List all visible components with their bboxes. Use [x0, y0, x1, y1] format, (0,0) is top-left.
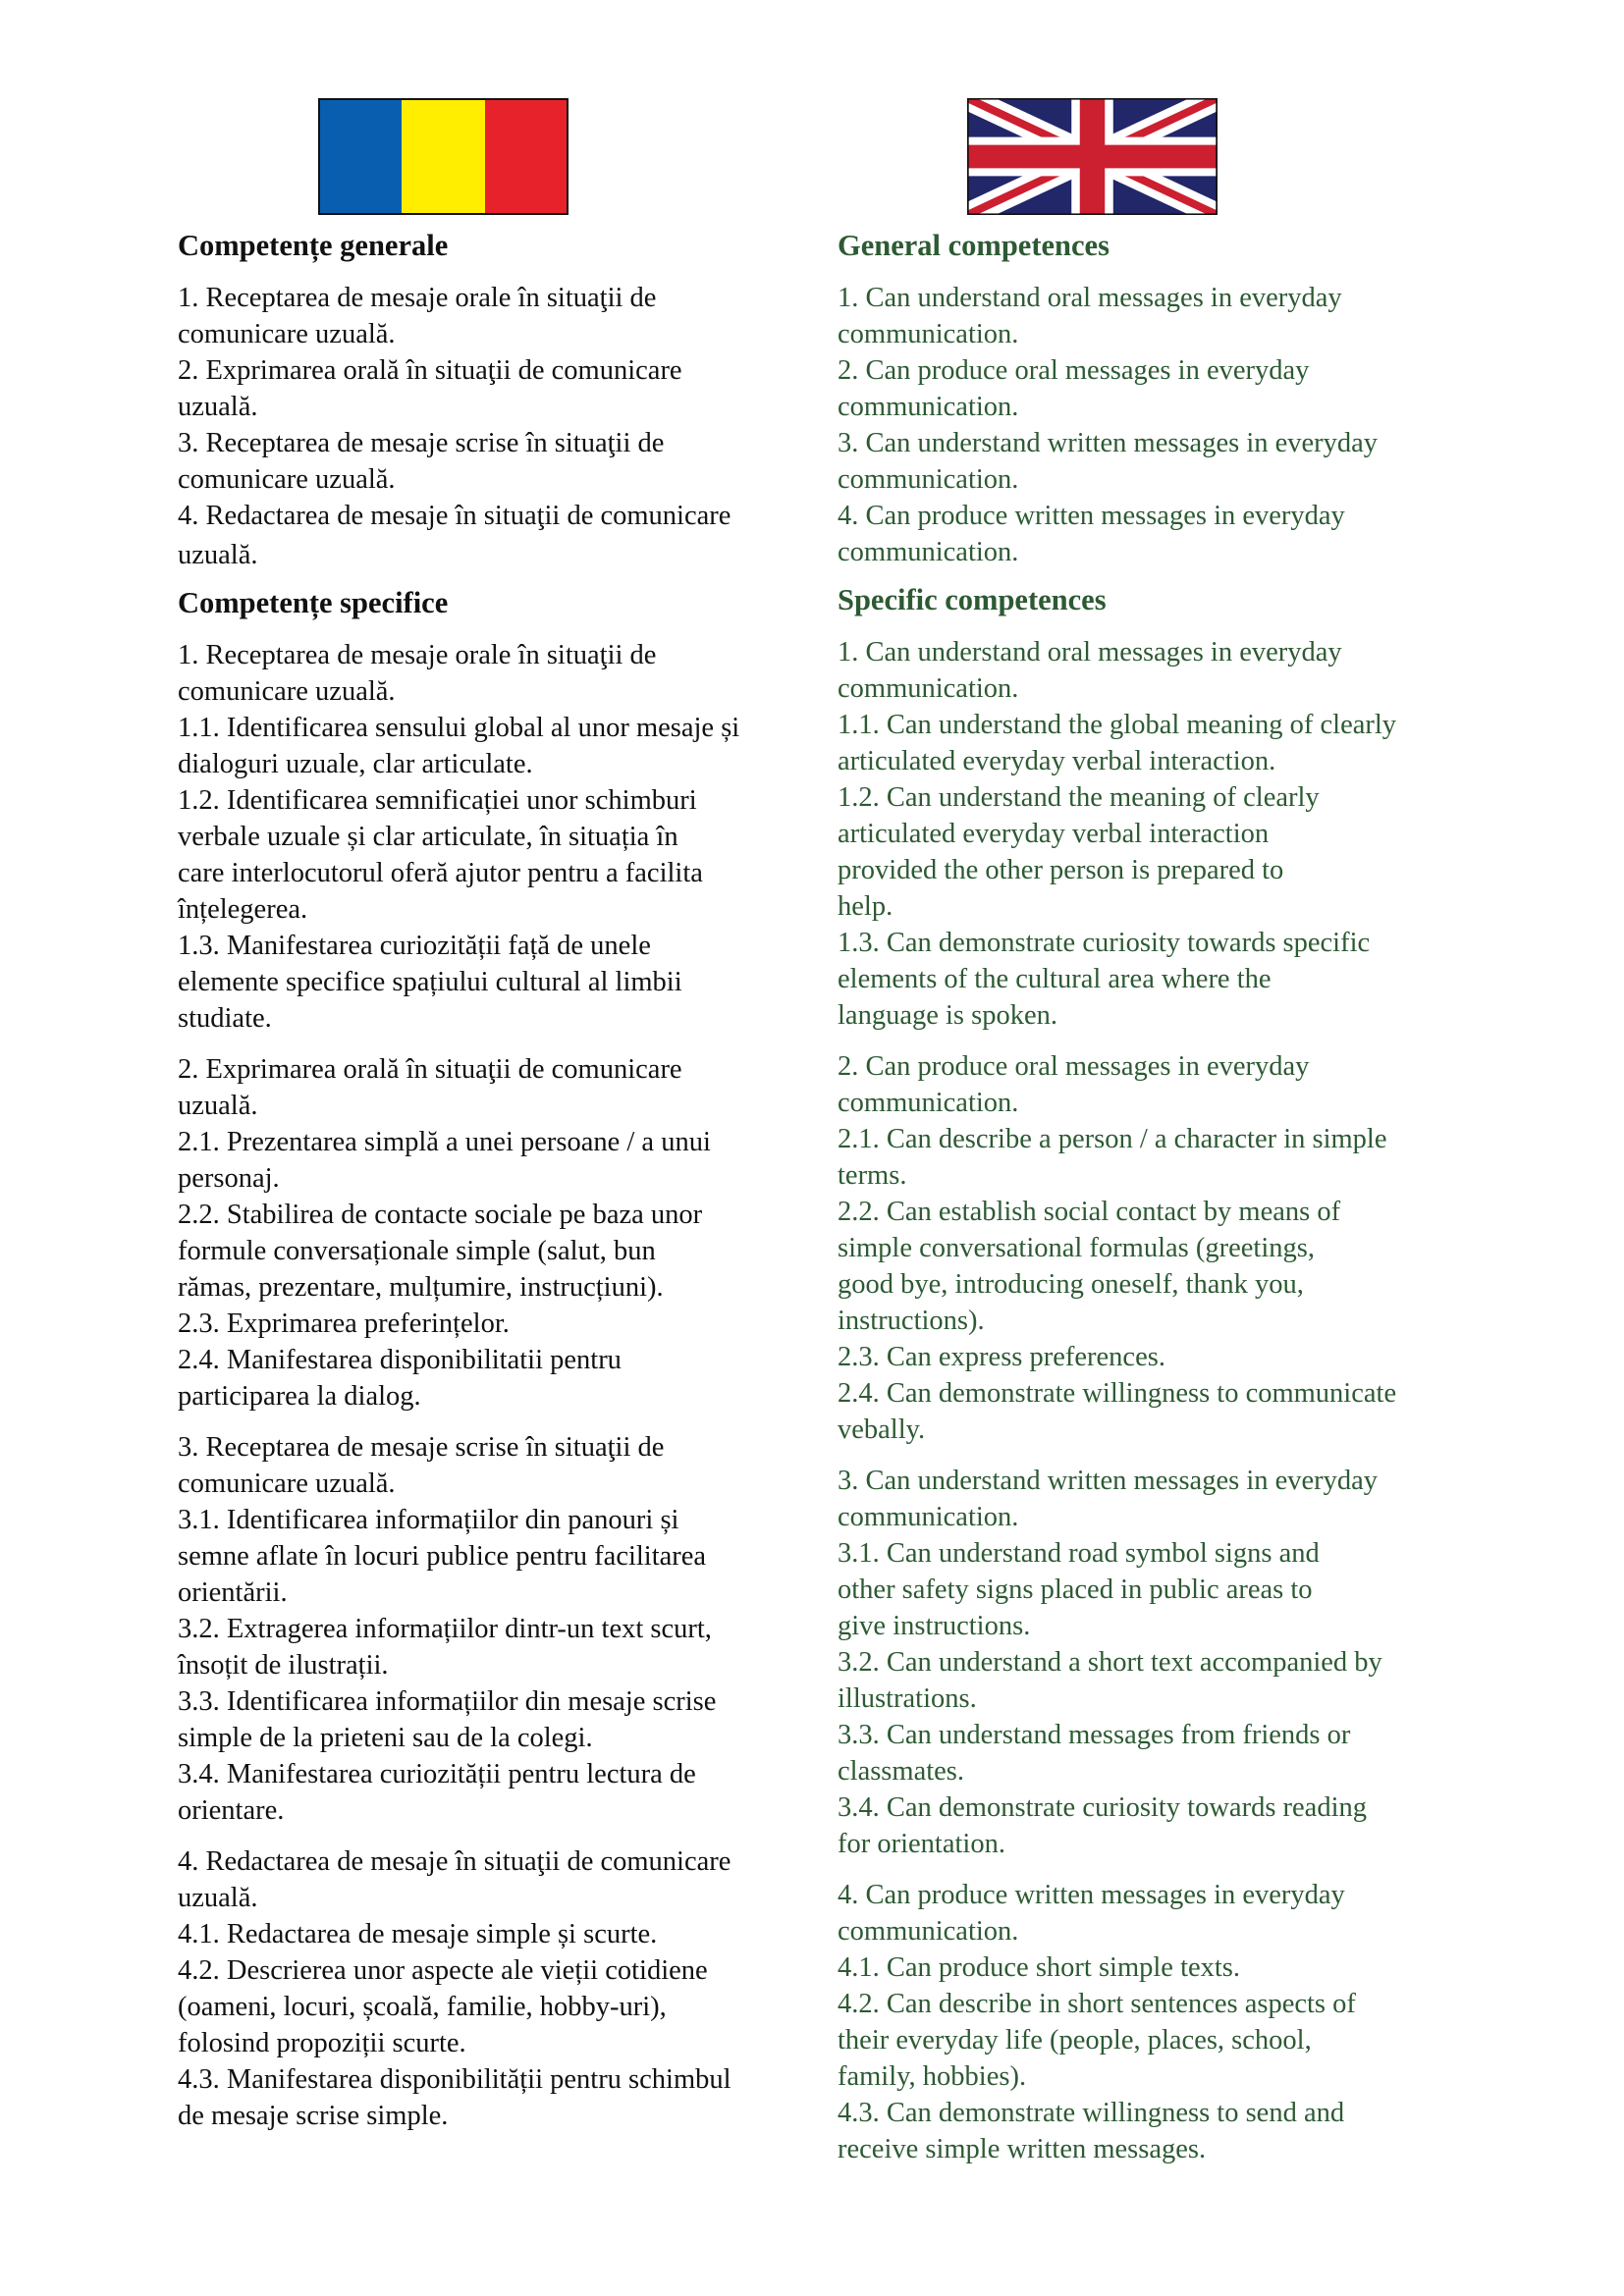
text-line: semne aflate în locuri publice pentru facilitarea: [178, 1541, 707, 1572]
text-line: participarea la dialog.: [178, 1381, 421, 1412]
text-line: illustrations.: [838, 1683, 977, 1714]
text-line: instructions).: [838, 1306, 985, 1336]
text-line: 3.1. Can understand road symbol signs and: [838, 1538, 1320, 1569]
text-line: provided the other person is prepared to: [838, 855, 1284, 885]
text-line: communication.: [838, 319, 1019, 349]
text-line: (oameni, locuri, școală, familie, hobby-uri),: [178, 1992, 667, 2022]
text-line: communication.: [838, 1916, 1019, 1947]
romanian-specific-groups: [178, 637, 806, 2134]
text-line: comunicare uzuală.: [178, 1468, 396, 1499]
text-line: 2.4. Can demonstrate willingness to communicate: [838, 1378, 1397, 1409]
competence-group: [178, 1051, 806, 1415]
text-line: 1.1. Identificarea sensului global al unor mesaje și: [178, 713, 740, 743]
list-item: [838, 425, 1466, 498]
text-line: uzuală.: [178, 540, 258, 570]
text-line: 3. Can understand written messages in everyday: [838, 1466, 1379, 1496]
text-line: 1. Can understand oral messages in everyday: [838, 283, 1342, 313]
text-line: 4.3. Manifestarea disponibilității pentru schimbul: [178, 2064, 731, 2095]
uk-flag-icon: [967, 98, 1218, 215]
text-line: 3.4. Can demonstrate curiosity towards reading: [838, 1792, 1367, 1823]
text-line: 2. Can produce oral messages in everyday: [838, 355, 1310, 386]
text-line: 1.1. Can understand the global meaning of clearly: [838, 710, 1397, 740]
text-line: 4.2. Descrierea unor aspecte ale vieții cotidiene: [178, 1955, 708, 1986]
text-line: communication.: [838, 392, 1019, 422]
text-line: 3.3. Identificarea informațiilor din mesaje scrise: [178, 1686, 717, 1717]
text-line: communication.: [838, 1502, 1019, 1532]
text-line: 1.2. Can understand the meaning of clearly: [838, 782, 1320, 813]
text-line: terms.: [838, 1160, 907, 1191]
text-line: good bye, introducing oneself, thank you,: [838, 1269, 1304, 1300]
text-line: personaj.: [178, 1163, 280, 1194]
text-line: 4. Can produce written messages in everyday: [838, 501, 1345, 531]
text-line: articulated everyday verbal interaction.: [838, 746, 1276, 776]
romania-flag-icon: [318, 98, 568, 215]
competence-group: [178, 637, 806, 1037]
english-specific-heading: Specific competences: [838, 583, 1107, 616]
text-line: 2. Can produce oral messages in everyday: [838, 1051, 1310, 1082]
text-line: elements of the cultural area where the: [838, 964, 1272, 994]
text-line: 1. Can understand oral messages in everyday: [838, 637, 1342, 667]
text-line: 4. Redactarea de mesaje în situaţii de comunicare: [178, 1846, 731, 1877]
text-line: their everyday life (people, places, school,: [838, 2025, 1312, 2056]
text-line: 4.1. Can produce short simple texts.: [838, 1952, 1241, 1983]
text-line: 2.2. Stabilirea de contacte sociale pe baza unor: [178, 1200, 703, 1230]
competence-group: [178, 1429, 806, 1829]
text-line: 2.2. Can establish social contact by means of: [838, 1197, 1341, 1227]
text-line: 2.1. Prezentarea simplă a unei persoane / a unui: [178, 1127, 711, 1157]
text-line: simple de la prieteni sau de la colegi.: [178, 1723, 593, 1753]
text-line: 3.3. Can understand messages from friends or: [838, 1720, 1351, 1750]
text-line: uzuală.: [178, 1091, 258, 1121]
romanian-general-heading: Competențe generale: [178, 229, 449, 262]
text-line: 4.2. Can describe in short sentences aspects of: [838, 1989, 1356, 2019]
text-line: folosind propoziții scurte.: [178, 2028, 466, 2058]
text-line: give instructions.: [838, 1611, 1031, 1641]
list-item: [178, 280, 806, 352]
text-line: 4. Can produce written messages in everyday: [838, 1880, 1345, 1910]
list-item: [178, 352, 806, 425]
text-line: 4.3. Can demonstrate willingness to send and: [838, 2098, 1345, 2128]
competence-group: [838, 1877, 1466, 2167]
text-line: orientării.: [178, 1577, 288, 1608]
competence-group: [838, 1048, 1466, 1448]
competence-group: [838, 1463, 1466, 1862]
list-item: [838, 498, 1466, 570]
text-line: simple conversational formulas (greetings,: [838, 1233, 1315, 1263]
text-line: 3. Receptarea de mesaje scrise în situaţii de: [178, 1432, 665, 1463]
text-line: înțelegerea.: [178, 894, 308, 925]
text-line: 3.2. Can understand a short text accompanied by: [838, 1647, 1382, 1678]
text-line: classmates.: [838, 1756, 965, 1787]
text-line: help.: [838, 891, 893, 922]
text-line: dialoguri uzuale, clar articulate.: [178, 749, 533, 779]
text-line: formule conversaționale simple (salut, bun: [178, 1236, 656, 1266]
text-line: 1.2. Identificarea semnificației unor schimburi: [178, 785, 697, 816]
text-line: 1.3. Manifestarea curiozității față de unele: [178, 931, 651, 961]
text-line: de mesaje scrise simple.: [178, 2101, 449, 2131]
text-line: 3. Can understand written messages in everyday: [838, 428, 1379, 458]
text-line: 2. Exprimarea orală în situaţii de comunicare: [178, 1054, 682, 1085]
romanian-specific-heading: Competențe specifice: [178, 586, 449, 619]
text-line: comunicare uzuală.: [178, 464, 396, 495]
text-line: rămas, prezentare, mulțumire, instrucțiuni).: [178, 1272, 664, 1303]
list-item: [178, 498, 806, 573]
text-line: articulated everyday verbal interaction: [838, 819, 1270, 849]
text-line: 3.4. Manifestarea curiozității pentru lectura de: [178, 1759, 696, 1789]
text-line: 2.4. Manifestarea disponibilitatii pentru: [178, 1345, 622, 1375]
text-line: 1. Receptarea de mesaje orale în situaţii de: [178, 283, 657, 313]
text-line: elemente specifice spațiului cultural al limbii: [178, 967, 682, 997]
romanian-column: [178, 228, 806, 2149]
text-line: comunicare uzuală.: [178, 319, 396, 349]
text-line: uzuală.: [178, 392, 258, 422]
text-line: 4. Redactarea de mesaje în situaţii de comunicare: [178, 501, 731, 531]
text-line: 2.3. Exprimarea preferințelor.: [178, 1308, 510, 1339]
text-line: family, hobbies).: [838, 2061, 1027, 2092]
text-line: orientare.: [178, 1795, 285, 1826]
text-line: 2.1. Can describe a person / a character in simple: [838, 1124, 1387, 1154]
text-line: 3.2. Extragerea informațiilor dintr-un text scurt,: [178, 1614, 712, 1644]
text-line: care interlocutorul oferă ajutor pentru a facilita: [178, 858, 703, 888]
text-line: 2. Exprimarea orală în situaţii de comunicare: [178, 355, 682, 386]
text-line: 4.1. Redactarea de mesaje simple și scurte.: [178, 1919, 658, 1949]
text-line: 3. Receptarea de mesaje scrise în situaţii de: [178, 428, 665, 458]
text-line: communication.: [838, 464, 1019, 495]
text-line: language is spoken.: [838, 1000, 1057, 1031]
text-line: însoțit de ilustrații.: [178, 1650, 389, 1681]
text-line: vebally.: [838, 1415, 926, 1445]
text-line: receive simple written messages.: [838, 2134, 1207, 2164]
text-line: other safety signs placed in public areas to: [838, 1575, 1313, 1605]
text-line: communication.: [838, 673, 1019, 704]
text-line: 1.3. Can demonstrate curiosity towards specific: [838, 928, 1371, 958]
text-line: communication.: [838, 537, 1019, 567]
list-item: [838, 280, 1466, 352]
english-general-heading: General competences: [838, 229, 1110, 262]
list-item: [178, 425, 806, 498]
text-line: 3.1. Identificarea informațiilor din panouri și: [178, 1505, 679, 1535]
english-specific-groups: [838, 634, 1466, 2167]
text-line: communication.: [838, 1088, 1019, 1118]
list-item: [838, 352, 1466, 425]
competence-group: [178, 1843, 806, 2134]
romanian-general-list: [178, 280, 806, 573]
text-line: 2.3. Can express preferences.: [838, 1342, 1165, 1372]
text-line: studiate.: [178, 1003, 272, 1034]
text-line: comunicare uzuală.: [178, 676, 396, 707]
text-line: 1. Receptarea de mesaje orale în situaţii de: [178, 640, 657, 670]
text-line: uzuală.: [178, 1883, 258, 1913]
english-column: [838, 228, 1466, 2182]
english-general-list: [838, 280, 1466, 570]
text-line: for orientation.: [838, 1829, 1005, 1859]
text-line: verbale uzuale și clar articulate, în situația în: [178, 822, 678, 852]
competence-group: [838, 634, 1466, 1034]
